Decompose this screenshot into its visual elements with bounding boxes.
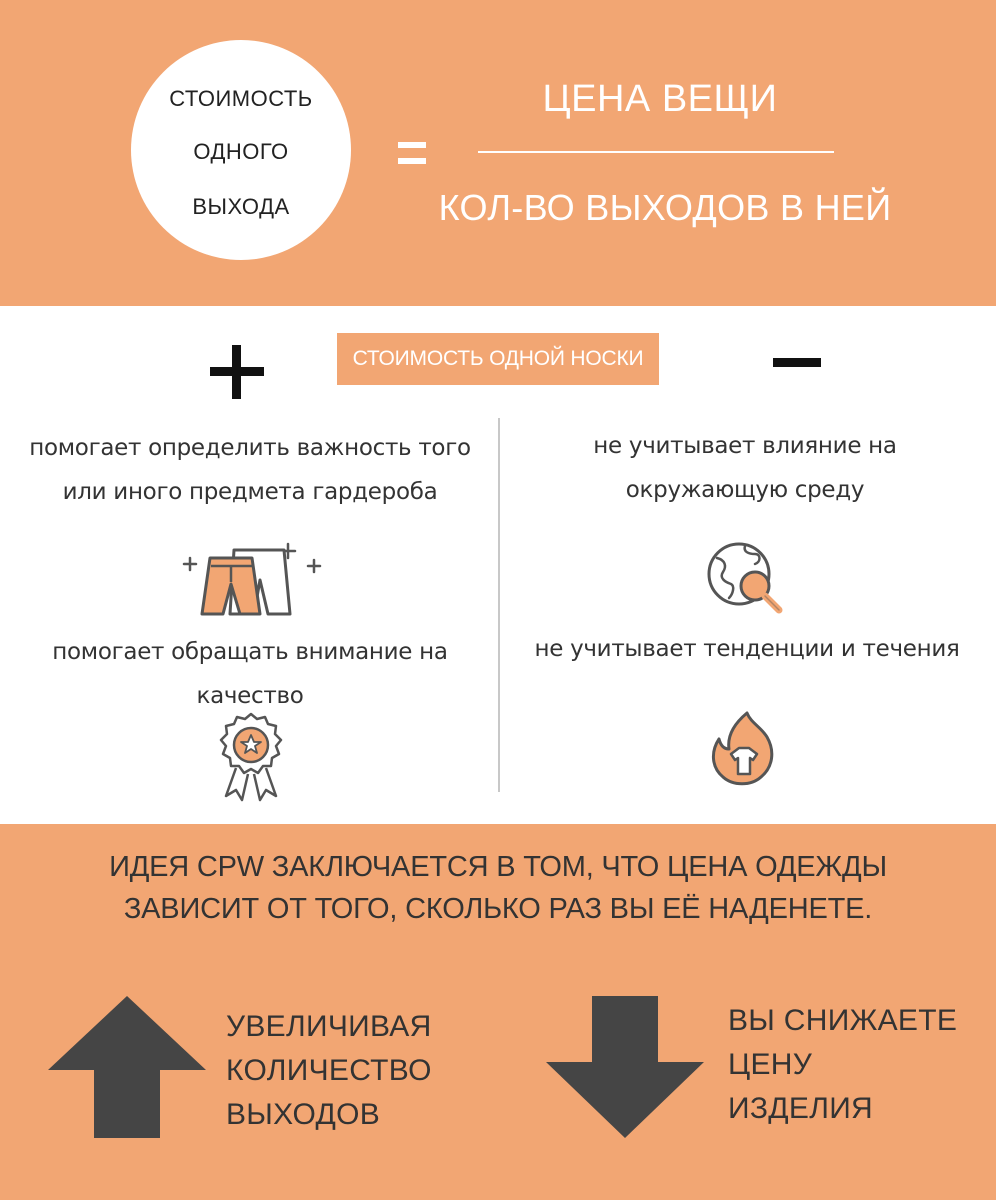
formula-denominator: КОЛ-ВО ВЫХОДОВ В НЕЙ: [438, 187, 892, 228]
cost-per-wear-circle: [131, 40, 351, 260]
increase-line: КОЛИЧЕСТВО: [226, 1054, 432, 1087]
circle-text-line: СТОИМОСТЬ: [169, 86, 313, 111]
decrease-line: ИЗДЕЛИЯ: [728, 1092, 874, 1125]
con-line: не учитывает влияние на: [593, 433, 897, 459]
increase-line: УВЕЛИЧИВАЯ: [226, 1010, 432, 1043]
minus-icon: [773, 358, 821, 367]
fraction-bar: [478, 151, 834, 153]
formula-numerator: ЦЕНА ВЕЩИ: [542, 78, 778, 120]
pro-line: качество: [196, 683, 304, 709]
equals-sign: [398, 142, 426, 164]
idea-line: ЗАВИСИТ ОТ ТОГО, СКОЛЬКО РАЗ ВЫ ЕЁ НАДЕНЕТЕ.: [123, 893, 873, 925]
quality-badge-icon: [216, 710, 286, 802]
circle-text-line: ОДНОГО: [193, 139, 289, 164]
globe-search-icon: [705, 540, 787, 618]
decrease-text: [728, 999, 968, 1131]
con-item-text: [505, 424, 985, 512]
arrow-down-icon: [546, 996, 704, 1138]
pro-line: помогает определить важность того: [29, 435, 471, 461]
pro-line: или иного предмета гардероба: [62, 479, 438, 505]
column-divider: [498, 418, 500, 792]
circle-text-line: ВЫХОДА: [192, 194, 290, 219]
increase-line: ВЫХОДОВ: [226, 1098, 381, 1131]
pro-item-text: [10, 426, 490, 514]
comparison-label: СТОИМОСТЬ ОДНОЙ НОСКИ: [337, 333, 659, 385]
con-line: не учитывает тенденции и течения: [534, 636, 960, 662]
con-item-text: [498, 627, 996, 671]
con-line: окружающую среду: [625, 477, 865, 503]
pro-item-text: [10, 630, 490, 718]
plus-icon: [210, 345, 264, 399]
pro-line: помогает обращать внимание на: [52, 639, 448, 665]
shorts-sparkle-icon: [174, 538, 328, 622]
increase-text: [226, 1005, 466, 1137]
decrease-line: ВЫ СНИЖАЕТЕ: [728, 1004, 958, 1037]
arrow-up-icon: [46, 996, 208, 1138]
decrease-line: ЦЕНУ: [728, 1048, 813, 1081]
shirt-flame-icon: [711, 710, 777, 790]
cpw-idea-text: [40, 846, 956, 930]
idea-line: ИДЕЯ CPW ЗАКЛЮЧАЕТСЯ В ТОМ, ЧТО ЦЕНА ОДЕЖДЫ: [109, 851, 887, 883]
